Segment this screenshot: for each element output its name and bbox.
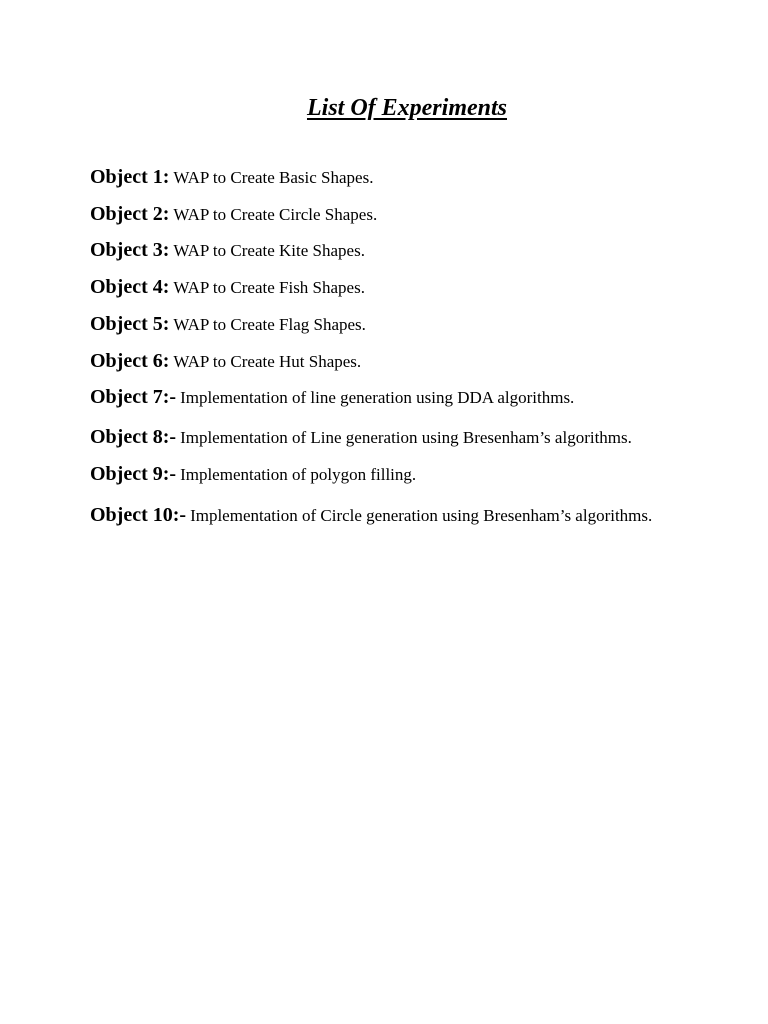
experiment-description: Implementation of Circle generation using Bresenham’s algorithms. [190, 506, 653, 525]
experiment-description: WAP to Create Basic Shapes. [173, 168, 374, 187]
experiment-description: Implementation of Line generation using Bresenham’s algorithms. [180, 428, 632, 447]
experiment-description: WAP to Create Circle Shapes. [173, 205, 378, 224]
experiment-description: WAP to Create Kite Shapes. [173, 241, 365, 260]
list-item [90, 274, 365, 302]
list-item [90, 502, 652, 530]
experiment-label: Object 7:- [90, 386, 177, 408]
experiment-description: Implementation of polygon filling. [180, 465, 417, 484]
experiment-label: Object 5: [90, 313, 170, 335]
experiment-description: WAP to Create Flag Shapes. [173, 315, 366, 334]
experiment-label: Object 6: [90, 350, 170, 372]
list-item [90, 384, 574, 412]
list-item [90, 461, 416, 489]
list-item [90, 348, 361, 376]
experiment-label: Object 1: [90, 166, 170, 188]
experiment-label: Object 9:- [90, 463, 177, 485]
page-title: List Of Experiments [306, 95, 507, 121]
list-item [90, 201, 377, 229]
experiment-label: Object 8:- [90, 426, 177, 448]
experiment-label: Object 10:- [90, 504, 187, 526]
experiment-label: Object 2: [90, 203, 170, 225]
experiment-description: Implementation of line generation using DDA algorithms. [180, 388, 575, 407]
experiment-description: WAP to Create Fish Shapes. [173, 278, 365, 297]
list-item [90, 237, 365, 265]
experiment-description: WAP to Create Hut Shapes. [173, 352, 362, 371]
list-item [90, 424, 632, 452]
experiment-label: Object 3: [90, 239, 170, 261]
list-item [90, 311, 366, 339]
list-item [90, 164, 373, 192]
experiment-label: Object 4: [90, 276, 170, 298]
